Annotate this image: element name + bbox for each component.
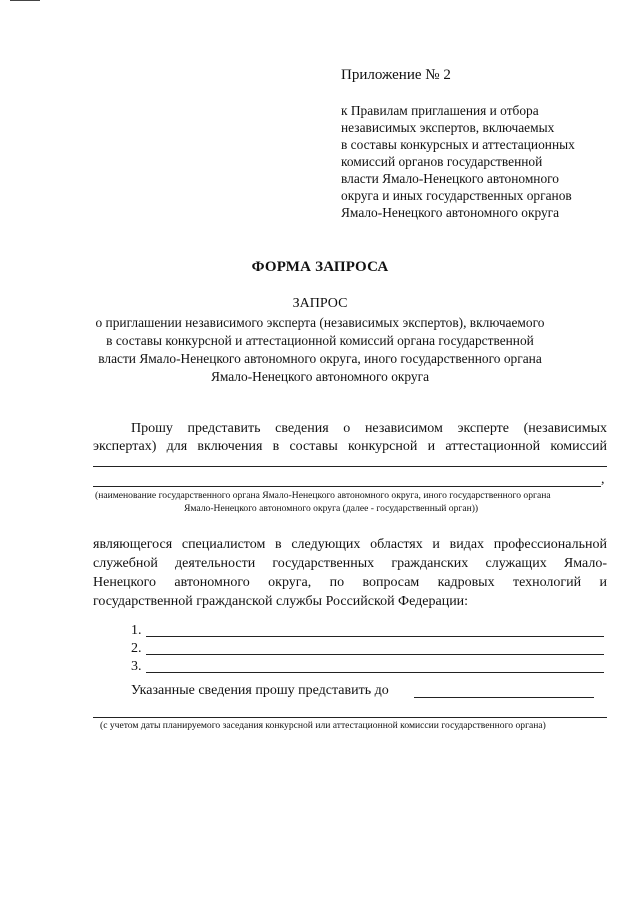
- list-item-field[interactable]: [146, 636, 604, 637]
- paragraph1-line: экспертах) для включения в составы конкурсной и аттестационной комиссий: [93, 439, 607, 454]
- form-title: ФОРМА ЗАПРОСА: [251, 259, 389, 275]
- organ-name-comma: ,: [601, 472, 605, 487]
- organ-name-line[interactable]: [93, 486, 601, 487]
- paragraph2-line: являющегося специалистом в следующих областях и видах профессиональной: [93, 537, 607, 552]
- appendix-line: в составы конкурсных и аттестационных: [341, 137, 575, 152]
- deadline-hint: (с учетом даты планируемого заседания конкурсной или аттестационной комиссии государственного органа): [100, 720, 546, 731]
- appendix-line: комиссий органов государственной: [341, 154, 543, 169]
- list-number: 2.: [131, 641, 142, 656]
- appendix-line: к Правилам приглашения и отбора: [341, 103, 539, 118]
- paragraph1-line: Прошу представить сведения о независимом эксперте (независимых: [131, 421, 607, 436]
- deadline-date-field[interactable]: [414, 697, 594, 698]
- paragraph2-line: государственной гражданской службы Российской Федерации:: [93, 594, 469, 609]
- request-subject-line: о приглашении независимого эксперта (независимых экспертов), включаемого: [95, 315, 545, 330]
- request-title: ЗАПРОС: [292, 296, 348, 311]
- request-subject-line: в составы конкурсной и аттестационной комиссий органа государственной: [106, 333, 534, 348]
- appendix-line: Ямало-Ненецкого автономного округа: [341, 205, 560, 220]
- appendix-title: Приложение № 2: [341, 67, 451, 83]
- list-item-field[interactable]: [146, 654, 604, 655]
- request-subject-line: Ямало-Ненецкого автономного округа: [210, 369, 430, 384]
- appendix-line: округа и иных государственных органов: [341, 188, 572, 203]
- organ-name-hint: (наименование государственного органа Ямало-Ненецкого автономного округа, иного государственного органа: [95, 490, 551, 501]
- paragraph2-line: Ненецкого автономного округа, по вопросам кадровых технологий и: [93, 575, 607, 590]
- list-number: 1.: [131, 623, 142, 638]
- deadline-date-field[interactable]: [93, 717, 607, 718]
- deadline-label: Указанные сведения прошу представить до: [131, 683, 389, 698]
- request-subject-line: власти Ямало-Ненецкого автономного округа, иного государственного органа: [98, 351, 542, 366]
- scan-edge-mark: [10, 0, 40, 1]
- paragraph2-line: служебной деятельности государственных гражданских служащих Ямало-: [93, 556, 607, 571]
- list-number: 3.: [131, 659, 142, 674]
- appendix-line: власти Ямало-Ненецкого автономного: [341, 171, 560, 186]
- organ-name-line[interactable]: [93, 466, 607, 467]
- appendix-line: независимых экспертов, включаемых: [341, 120, 555, 135]
- list-item-field[interactable]: [146, 672, 604, 673]
- organ-name-hint: Ямало-Ненецкого автономного округа (далее - государственный орган)): [184, 503, 479, 514]
